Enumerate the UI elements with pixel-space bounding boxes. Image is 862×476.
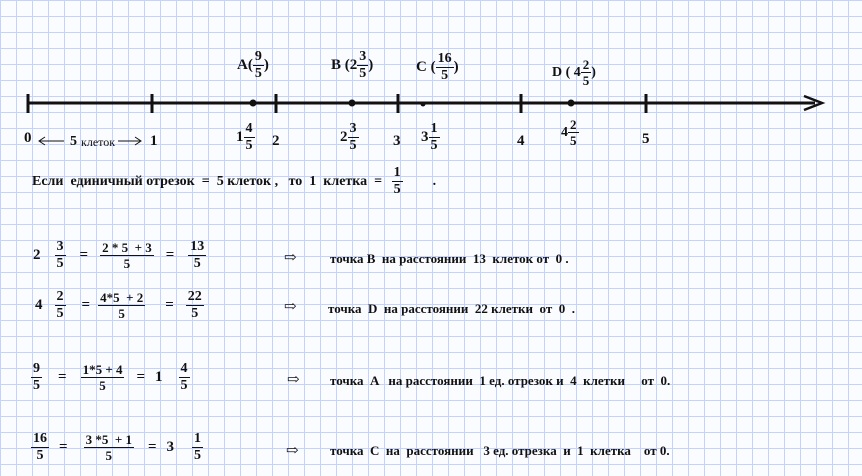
point-d-dot: [568, 100, 575, 107]
equation-3: $\frac{9}{5}$ = $\frac{1*5 + 4}{5}$ = 1 $\frac{4}{5}$: [33, 361, 188, 393]
tick-label-b: 2 $\frac{3}{5}$: [340, 121, 357, 153]
equation-2: 4 $\frac{2}{5}$ = $\frac{4*5 + 2}{5}$ = $\frac{22}{5}$: [35, 289, 202, 321]
point-c-dot: [421, 102, 426, 107]
equation-4-explanation: точка C на расстоянии 3 ед. отрезка и 1 клетка от 0.: [330, 443, 670, 458]
point-b-dot: [349, 100, 356, 107]
tick-label-a: 1 $\frac{4}{5}$: [236, 121, 253, 153]
equation-3-explanation: точка A на расстоянии 1 ед. отрезок и 4 клетки от 0.: [330, 373, 671, 388]
point-c-label: C ( $\frac{16}{5}$ ): [416, 51, 459, 83]
tick-label-4: 4: [517, 133, 525, 149]
point-b-label: B (2 $\frac{3}{5}$ ): [331, 49, 374, 81]
implies-arrow-icon: ⇨: [286, 443, 299, 459]
rule-statement: Если единичный отрезок = 5 клеток , то 1 клетка = $\frac{1}{5}$ .: [32, 165, 437, 197]
implies-arrow-icon: ⇨: [284, 299, 297, 315]
equation-4: $\frac{16}{5}$ = $\frac{3 *5 + 1}{5}$ = 3 $\frac{1}{5}$: [33, 431, 202, 463]
tick-label-d: 4 $\frac{2}{5}$: [561, 117, 577, 148]
equation-1: 2 $\frac{3}{5}$ = $\frac{2 * 5 + 3}{5}$ = $\frac{13}{5}$: [33, 239, 205, 271]
tick-label-0: 0: [24, 130, 32, 146]
equation-2-explanation: точка D на расстоянии 22 клетки от 0 .: [328, 301, 576, 316]
point-a-dot: [250, 100, 257, 107]
implies-arrow-icon: ⇨: [284, 250, 297, 266]
tick-label-c: 3 $\frac{1}{5}$: [421, 121, 438, 153]
point-a-label: A( $\frac{9}{5}$ ): [237, 49, 269, 81]
tick-label-1: 1: [150, 133, 158, 149]
unit-note: 5 клеток: [70, 134, 116, 149]
tick-label-3: 3: [393, 133, 401, 149]
implies-arrow-icon: ⇨: [287, 372, 300, 388]
equation-1-explanation: точка B на расстоянии 13 клеток от 0 .: [330, 251, 569, 266]
tick-label-2: 2: [272, 133, 280, 149]
point-d-label: D ( 4 $\frac{2}{5}$ ): [552, 57, 596, 88]
tick-label-5: 5: [642, 131, 650, 147]
